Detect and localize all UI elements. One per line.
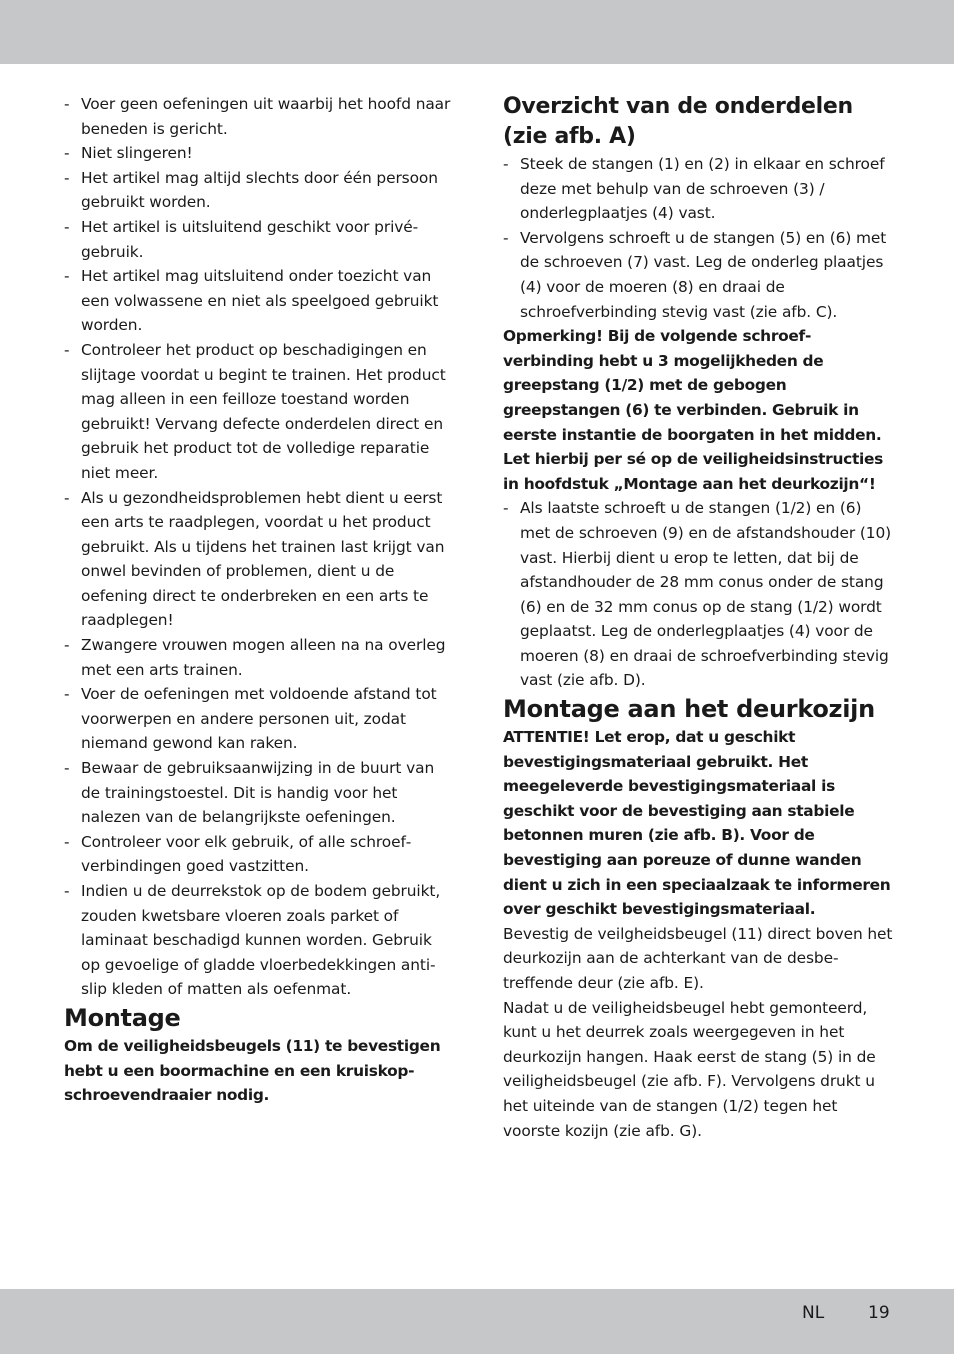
list-item: - Als u gezondheidsproblemen hebt dient u eerst een arts te raadplegen, voordat u het product gebruikt. Als u tijdens het trainen last krijgt van onwel bevinden of problemen, dient u de oefening direct te onderbreken en een arts te raadplegen! <box>64 486 454 634</box>
language-code: NL <box>802 1303 825 1323</box>
left-column <box>64 92 454 1108</box>
list-item: - Het artikel is uitsluitend geschikt voor privégebruik. <box>64 215 454 264</box>
mounting-paragraph-2: Nadat u de veiligheidsbeugel hebt gemonteerd, kunt u het deurrek zoals weergegeven in het deurkozijn hangen. Haak eerst de stang (5) in de veiligheidsbeugel (zie afb. F). Vervolgens drukt u het uiteinde van de stangen (1/2) tegen het voorste kozijn (zie afb. G). <box>503 998 876 1140</box>
note-paragraph: Opmerking! Bij de volgende schroefverbinding hebt u 3 mogelijkheden de greepstang (1/2) met de gebogen greepstangen (6) te verbinden. Gebruik in eerste instantie de boorgaten in het midden. Let hierbij per sé op de veiligheidsinstructies in hoofdstuk „Montage aan het deurkozijn“! <box>503 327 883 493</box>
final-assembly-list <box>503 496 895 693</box>
list-item: - Voer geen oefeningen uit waarbij het hoofd naar beneden is gericht. <box>64 92 454 141</box>
door-frame-heading: Montage aan het deurkozijn <box>503 695 875 724</box>
list-item: - Indien u de deurrekstok op de bodem gebruikt, zouden kwetsbare vloeren zoals parket of laminaat beschadigd kunnen worden. Gebruik op gevoelige of gladde vloerbedekkingen antislip kleden of matten als oefenmat. <box>64 879 454 1002</box>
montage-heading: Montage <box>64 1003 181 1032</box>
list-item: - Voer de oefeningen met voldoende afstand tot voorwerpen en andere personen uit, zodat niemand gewond kan raken. <box>64 682 454 756</box>
list-item: - Zwangere vrouwen mogen alleen na na overleg met een arts trainen. <box>64 633 454 682</box>
list-item: - Vervolgens schroeft u de stangen (5) en (6) met de schroeven (7) vast. Leg de onderleg plaatjes (4) voor de moeren (8) en draai de schroefverbinding stevig vast (zie afb. C). <box>503 226 895 324</box>
list-item: - Controleer voor elk gebruik, of alle schroefverbindingen goed vastzitten. <box>64 830 454 879</box>
list-item: - Steek de stangen (1) en (2) in elkaar en schroef deze met behulp van de schroeven (3) / onderlegplaatjes (4) vast. <box>503 152 895 226</box>
overview-list <box>503 152 895 324</box>
list-item: - Controleer het product op beschadigingen en slijtage voordat u begint te trainen. Het product mag alleen in een feilloze toestand worden gebruikt! Vervang defecte onderdelen direct en gebruik het product tot de volledige reparatie niet meer. <box>64 338 454 486</box>
list-item: - Niet slingeren! <box>64 141 454 166</box>
mounting-paragraph-1: Bevestig de veilgheidsbeugel (11) direct boven het deurkozijn aan de achterkant van de desbetreffende deur (zie afb. E). <box>503 924 893 992</box>
right-column <box>503 92 895 1143</box>
list-item: - Het artikel mag uitsluitend onder toezicht van een volwassene en niet als speelgoed gebruikt worden. <box>64 264 454 338</box>
list-item: - Bewaar de gebruiksaanwijzing in de buurt van de trainingstoestel. Dit is handig voor het nalezen van de belangrijkste oefeningen. <box>64 756 454 830</box>
header-band <box>0 0 954 64</box>
list-item: - Als laatste schroeft u de stangen (1/2) en (6) met de schroeven (9) en de afstandshouder (10) vast. Hierbij dient u erop te letten, dat bij de afstandhouder de 28 mm conus onder de stang (6) en de 32 mm conus op de stang (1/2) wordt geplaatst. Leg de onderlegplaatjes (4) voor de moeren (8) en draai de schroefverbinding stevig vast (zie afb. D). <box>503 496 895 693</box>
montage-intro: Om de veiligheidsbeugels (11) te bevestigen hebt u een boormachine en een kruiskop-schroevendraaier nodig. <box>64 1036 441 1105</box>
page-number: 19 <box>868 1303 890 1323</box>
overview-heading: Overzicht van de onderdelen (zie afb. A) <box>503 94 853 149</box>
attention-paragraph: ATTENTIE! Let erop, dat u geschikt bevestigingsmateriaal gebruikt. Het meegeleverde bevestigingsmateriaal is geschikt voor de bevestiging aan stabiele betonnen muren (zie afb. B). Voor de bevestiging aan poreuze of dunne wanden dient u zich in een speciaalzaak te informeren over geschikt bevestigingsmateriaal. <box>503 728 891 919</box>
list-item: - Het artikel mag altijd slechts door één persoon gebruikt worden. <box>64 166 454 215</box>
safety-list <box>64 92 454 1002</box>
